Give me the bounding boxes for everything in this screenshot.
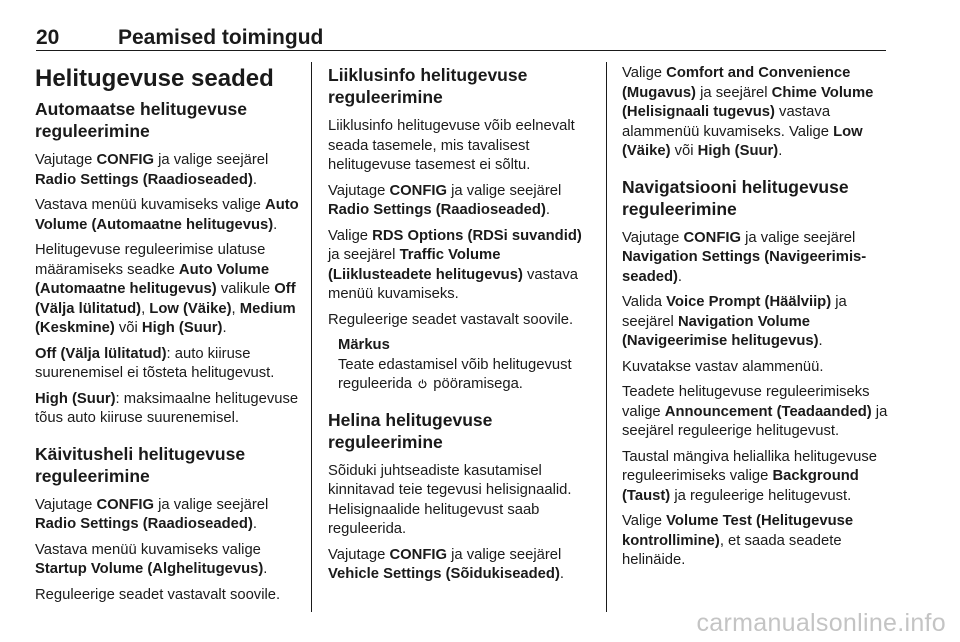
text-run: Valige: [622, 513, 667, 529]
text-run: ja seejärel: [328, 247, 400, 263]
menu-term: RDS Options (RDSi suvandid): [372, 227, 582, 244]
text-run: Vajutage: [622, 229, 684, 246]
paragraph: [622, 64, 890, 162]
text-run: .: [677, 268, 683, 285]
text-run: Vajutage: [35, 496, 97, 513]
paragraph: [35, 390, 299, 429]
paragraph: [35, 541, 299, 580]
menu-term: Low (Väike): [622, 123, 863, 159]
menu-term: Vehicle Settings (Sõidukiseaded): [328, 566, 560, 582]
text-run: ja valige seejärel: [446, 546, 562, 563]
text-run: Vastava menüü kuvamiseks valige: [35, 197, 266, 213]
menu-term: Traffic Volume (Liiklusteadete helitugevus): [328, 247, 523, 283]
paragraph: [35, 241, 299, 339]
menu-term: CONFIG: [389, 182, 447, 199]
menu-term: Off (Välja lülitatud): [35, 281, 296, 317]
menu-term: Announcement (Teadaanded): [664, 403, 872, 420]
note-text-end: pööramisega.: [429, 376, 523, 392]
text-run: või: [670, 143, 698, 159]
text-run: valikule: [216, 281, 275, 297]
paragraph: [622, 293, 890, 352]
note-text: [338, 356, 592, 395]
text-run: .: [545, 202, 551, 218]
menu-term: Radio Settings (Raadioseaded): [35, 516, 253, 532]
paragraph: [35, 496, 299, 535]
text-run: ja seejärel: [696, 84, 772, 101]
text-run: Vajutage: [328, 182, 390, 199]
menu-term: CONFIG: [389, 546, 447, 563]
menu-term: CONFIG: [683, 229, 741, 246]
text-run: ja valige seejärel: [153, 496, 269, 513]
page-header: [36, 28, 886, 51]
menu-term: CONFIG: [96, 496, 154, 513]
text-run: Teadete helitugevuse reguleerimiseks valige: [622, 384, 870, 420]
text-run: vastava menüü kuvamiseks.: [328, 266, 578, 302]
paragraph: [622, 512, 890, 571]
paragraph: Reguleerige seadet vastavalt soovile.: [328, 311, 574, 328]
text-run: ja reguleerige helitugevust.: [670, 487, 852, 504]
menu-term: Voice Prompt (Häälviip): [666, 294, 832, 310]
column-1: [35, 64, 299, 611]
menu-term: Radio Settings (Raadioseaded): [35, 171, 253, 188]
paragraph: [35, 151, 299, 190]
menu-term: Auto Volume (Automaatne helitugevus): [35, 261, 270, 297]
column-divider: [606, 62, 607, 612]
text-run: .: [273, 216, 278, 233]
subsection-heading: Liiklusinfo helitugevuse reguleerimine: [328, 65, 528, 107]
text-run: .: [252, 516, 258, 532]
text-run: ja seejärel reguleerige helitugevust.: [622, 403, 888, 439]
paragraph: Kuvatakse vastav alammenüü.: [622, 358, 824, 375]
text-run: Vajutage: [328, 546, 390, 563]
note-title: Märkus: [338, 337, 390, 353]
paragraph: Liiklusinfo helitugevuse võib eelnevalt seada tasemele, mis tavalisest helitugevuse tasemest ei sõltu.: [328, 118, 575, 173]
menu-term: Auto Volume (Automaatne helitugevus): [35, 197, 299, 233]
text-run: Vajutage: [35, 152, 97, 168]
text-run: Vastava menüü kuvamiseks valige: [35, 541, 261, 558]
paragraph: [622, 229, 890, 288]
section-heading: Helitugevuse seaded: [35, 65, 274, 92]
text-run: , et saada seadete helinäide.: [622, 532, 842, 568]
menu-term: Chime Volume (Helisignaali tugevus): [622, 84, 874, 120]
note-text-start: Teate edastamisel võib helitugevust reguleerida: [338, 356, 572, 392]
subsection-heading: Käivitusheli helitugevuse reguleerimine: [35, 443, 246, 486]
text-run: ja valige seejärel: [740, 229, 856, 246]
text-run: .: [778, 143, 783, 159]
page-number: 20: [36, 26, 60, 49]
text-run: ,: [141, 300, 150, 317]
subsection-heading: Helina helitugevuse reguleerimine: [328, 409, 493, 452]
text-run: : maksimaalne helitugevuse tõus auto kiiruse suurenemisel.: [35, 390, 299, 426]
menu-term: Navigation Settings (Navigeerimis-seaded): [622, 249, 867, 285]
menu-term: High (Suur): [141, 320, 223, 336]
text-run: .: [252, 171, 258, 188]
paragraph: [328, 227, 592, 305]
menu-term: Low (Väike): [149, 300, 232, 317]
column-3: [622, 64, 890, 577]
text-run: .: [818, 333, 823, 349]
menu-term: Background (Taust): [622, 468, 859, 504]
menu-term: Medium (Keskmine): [35, 300, 296, 336]
column-divider: [311, 62, 312, 612]
text-run: vastava alammenüü kuvamiseks. Valige: [622, 104, 834, 140]
text-run: .: [263, 561, 268, 577]
paragraph: Sõiduki juhtseadiste kasutamisel kinnitavad teie tegevusi helisignaalid. Helisignaalide helitugevust saab reguleerida.: [328, 462, 572, 537]
text-run: Helitugevuse reguleerimise ulatuse määramiseks seadke: [35, 242, 266, 278]
text-run: või: [114, 320, 142, 336]
menu-term: Volume Test (Helitugevuse kontrollimine): [622, 513, 854, 549]
paragraph: [35, 345, 299, 384]
text-run: Valida: [622, 294, 667, 310]
running-title: Peamised toimingud: [118, 26, 324, 49]
text-run: .: [559, 566, 565, 582]
paragraph: [622, 383, 890, 442]
subsection-heading: Navigatsiooni helitugevuse reguleerimine: [622, 176, 849, 219]
text-run: Taustal mängiva heliallika helitugevuse reguleerimiseks valige: [622, 448, 877, 484]
watermark: carmanualsonline.info: [696, 609, 946, 637]
menu-term: Off (Välja lülitatud): [35, 345, 167, 362]
text-run: ,: [231, 300, 240, 317]
menu-term: Startup Volume (Alghelitugevus): [35, 561, 264, 577]
text-run: .: [222, 320, 227, 336]
paragraph: [328, 182, 592, 221]
text-run: : auto kiiruse suurenemisel ei tõsteta helitugevust.: [35, 345, 275, 381]
text-run: ja valige seejärel: [153, 152, 269, 168]
note-box: [328, 336, 592, 395]
text-run: ja seejärel: [622, 294, 847, 330]
power-knob-icon: [418, 379, 427, 389]
menu-term: Navigation Volume (Navigeerimise helitugevus): [622, 313, 819, 349]
column-2: [328, 64, 592, 591]
paragraph: [622, 448, 890, 507]
text-run: Valige: [328, 227, 373, 244]
menu-term: High (Suur): [35, 390, 116, 407]
paragraph: [35, 196, 299, 235]
text-run: ja valige seejärel: [446, 182, 562, 199]
menu-term: High (Suur): [697, 143, 779, 159]
text-run: Valige: [622, 65, 667, 81]
paragraph: [328, 546, 592, 585]
menu-term: Radio Settings (Raadioseaded): [328, 202, 546, 218]
paragraph: Reguleerige seadet vastavalt soovile.: [35, 586, 281, 603]
subsection-heading: Automaatse helitugevuse reguleerimine: [35, 99, 247, 141]
menu-term: Comfort and Convenience (Mugavus): [622, 65, 851, 101]
menu-term: CONFIG: [96, 152, 154, 168]
